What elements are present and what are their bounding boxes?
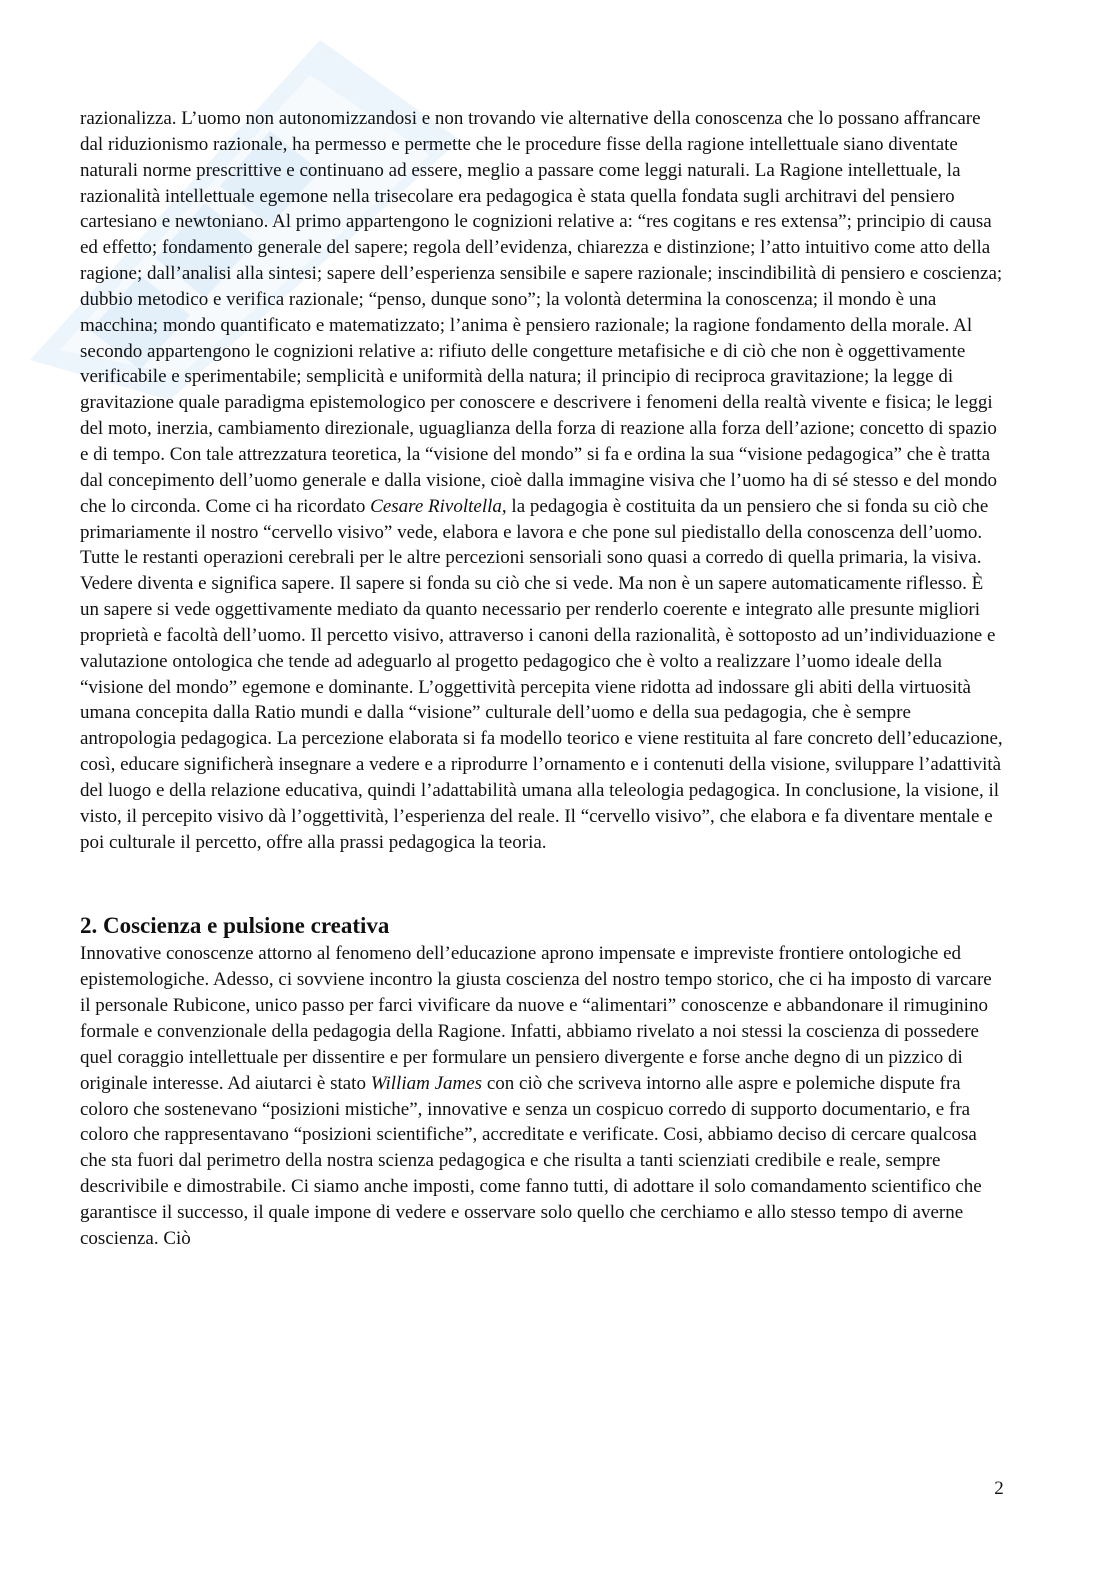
paragraph-1-text-a: razionalizza. L’uomo non autonomizzandosi e non trovando vie alternative della conoscenza che lo possano affrancare dal riduzionismo razionale, ha permesso e permette che le procedure fisse della ragione intellettuale siano diventate naturali norme prescrittive e continuano ad essere, meglio a passare come leggi naturali. La Ragione intellettuale, la razionalità intellettuale egemone nella trisecolare era pedagogica è stata quella fondata sugli architravi del pensiero cartesiano e newtoniano. Al primo appartengono le cognizioni relative a: “res cogitans e res extensa”; principio di causa ed effetto; fondamento generale del sapere; regola dell’evidenza, chiarezza e distinzione; l’atto intuitivo come atto della ragione; dall’analisi alla sintesi; sapere dell’esperienza sensibile e sapere razionale; inscindibilità di pensiero e coscienza; dubbio metodico e verifica razionale; “penso, dunque sono”; la volontà determina la conoscenza; il mondo è una macchina; mondo quantificato e matematizzato; l’anima è pensiero razionale; la ragione fondamento della morale. Al secondo appartengono le cognizioni relative a: rifiuto delle congetture metafisiche e di ciò che non è oggettivamente verificabile e sperimentabile; semplicità e uniformità della natura; il principio di reciproca gravitazione; la legge di gravitazione quale paradigma epistemologico per conoscere e descrivere i fenomeni della realtà vivente e fisica; le leggi del moto, inerzia, cambiamento direzionale, uguaglianza della forza di reazione alla forza dell’azione; concetto di spazio e di tempo. Con tale attrezzatura teoretica, la “visione del mondo” si fa e ordina la sua “visione pedagogica” che è tratta dal concepimento dell’uomo generale e dalla visione, cioè dalla immagine visiva che l’uomo ha di sé stesso e del mondo che lo circonda. Come ci ha ricordato: [80, 108, 1003, 517]
author-name-rivoltella: Cesare Rivoltella: [370, 495, 502, 517]
paragraph-2-text-a: Innovative conoscenze attorno al fenomeno dell’educazione aprono impensate e impreviste frontiere ontologiche ed epistemologiche. Adesso, ci sovviene incontro la giusta coscienza del nostro tempo storico, che ci ha imposto di varcare il personale Rubicone, unico passo per farci vivificare da nuove e “alimentari” conoscenze e abbandonare il rimuginino formale e convenzionale della pedagogia della Ragione. Infatti, abbiamo rivelato a noi stessi la coscienza di possedere quel coraggio intellettuale per dissentire e per formulare un pensiero divergente e forse anche degno di un pizzico di originale interesse. Ad aiutarci è stato: [80, 943, 992, 1094]
page-number: 2: [994, 1478, 1004, 1499]
document-body: [80, 106, 1005, 1252]
body-paragraph-2: [80, 941, 1005, 1251]
section-heading: 2. Coscienza e pulsione creativa: [80, 913, 390, 939]
paragraph-1-text-b: , la pedagogia è costituita da un pensiero che si fonda su ciò che primariamente il nostro “cervello visivo” vede, elabora e lavora e che pone sul piedistallo della conoscenza dell’uomo. Tutte le restanti operazioni cerebrali per le altre percezioni sensoriali sono quasi a corredo di quella primaria, la visiva. Vedere diventa e significa sapere. Il sapere si fonda su ciò che si vede. Ma non è un sapere automaticamente riflesso. È un sapere si vede oggettivamente mediato da quanto necessario per renderlo coerente e integrato alle presunte migliori proprietà e facoltà dell’uomo. Il percetto visivo, attraverso i canoni della razionalità, è sottoposto ad un’individuazione e valutazione ontologica che tende ad adeguarlo al progetto pedagogico che è volto a realizzare l’uomo ideale della “visione del mondo” egemone e dominante. L’oggettività percepita viene ridotta ad indossare gli abiti della virtuosità umana concepita dalla Ratio mundi e dalla “visione” culturale dell’uomo e della sua pedagogia, che è sempre antropologia pedagogica. La percezione elaborata si fa modello teorico e viene restituita al fare concreto dell’educazione, così, educare significherà insegnare a vedere e a riprodurre l’ornamento e i contenuti della visione, sviluppare l’adattività del luogo e della relazione educativa, quindi l’adattabilità umana alla teleologia pedagogica. In conclusione, la visione, il visto, il percepito visivo dà l’oggettività, l’esperienza del reale. Il “cervello visivo”, che elabora e fa diventare mentale e poi culturale il percetto, offre alla prassi pedagogica la teoria.: [80, 495, 1003, 853]
paragraph-2-text-b: con ciò che scriveva intorno alle aspre e polemiche dispute fra coloro che sostenevano “posizioni mistiche”, innovative e senza un cospicuo corredo di supporto documentario, e fra coloro che rappresentavano “posizioni scientifiche”, accreditate e verificate. Cosi, abbiamo deciso di cercare qualcosa che sta fuori dal perimetro della nostra scienza pedagogica e che risulta a tanti scienziati credibile e reale, sempre descrivibile e dimostrabile. Ci siamo anche imposti, come fanno tutti, di adottare il solo comandamento scientifico che garantisce il successo, il quale impone di vedere e osservare solo quello che cerchiamo e allo stesso tempo di averne coscienza. Ciò: [80, 1072, 982, 1249]
author-name-james: William James: [370, 1072, 483, 1094]
body-paragraph-1: [80, 106, 1005, 855]
